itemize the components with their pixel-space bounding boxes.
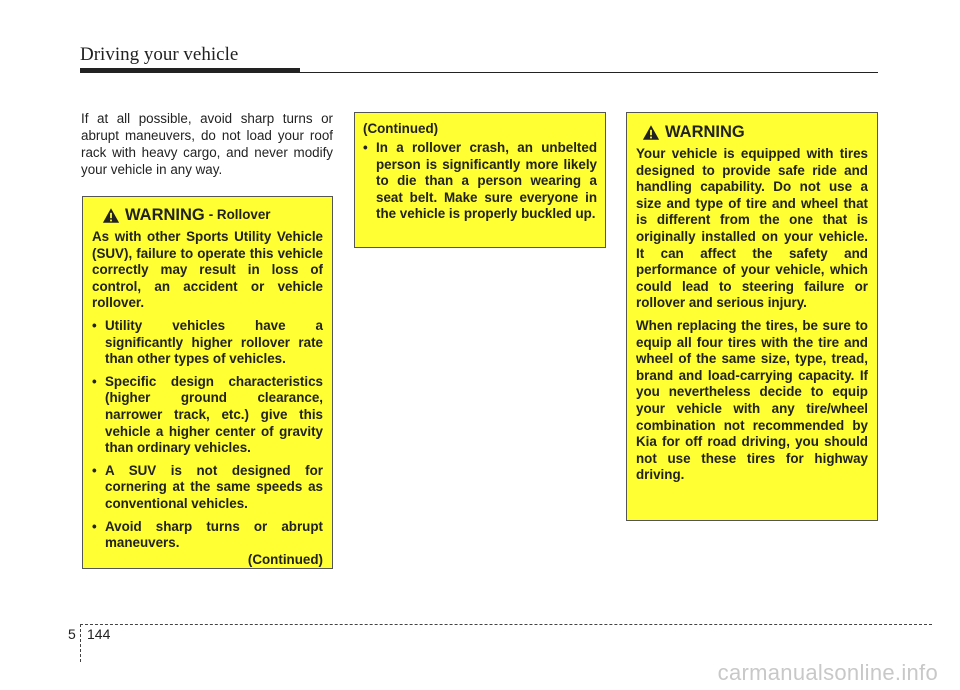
list-item: • Specific design characteristics (higher ground clearance, narrower track, etc.) give this vehicle a higher center of gravity than ordinary vehicles. xyxy=(92,373,323,456)
warning-box-rollover-continued xyxy=(354,112,606,248)
continued-label: (Continued) xyxy=(363,121,439,136)
footer-rule xyxy=(80,624,932,625)
warning-bullet-list xyxy=(92,318,323,552)
chapter-number: 5 xyxy=(68,626,76,642)
watermark: carmanualsonline.info xyxy=(717,660,938,685)
warning-heading xyxy=(92,204,323,226)
warning-box-rollover xyxy=(82,196,333,569)
list-item: • Utility vehicles have a significantly higher rollover rate than other types of vehicles. xyxy=(92,317,323,367)
list-item: • A SUV is not designed for cornering at the same speeds as conventional vehicles. xyxy=(92,462,323,511)
warning-title: WARNING xyxy=(125,206,205,224)
warning-triangle-icon xyxy=(102,207,120,224)
warning-paragraph: When replacing the tires, be sure to equip all four tires with the tire and wheel of the same size, type, tread, brand and load-carrying capacity. If you nevertheless decide to equip your vehicle with any tire/wheel combination not recommended by Kia for off road driving, you should not use these tires for highway driving. xyxy=(636,317,868,483)
warning-title: WARNING xyxy=(665,123,745,141)
continued-label: (Continued) xyxy=(247,551,323,567)
list-item: • Avoid sharp turns or abrupt maneuvers. xyxy=(92,518,323,551)
warning-subtitle: - Rollover xyxy=(208,207,271,222)
page-header-title: Driving your vehicle xyxy=(80,44,239,65)
list-item: • In a rollover crash, an unbelted person is significantly more likely to die than a person wearing a seat belt. Make sure everyone in the vehicle is properly buckled up. xyxy=(363,140,597,222)
warning-box-tires xyxy=(626,112,878,521)
warning-heading xyxy=(636,121,868,143)
footer-divider xyxy=(80,624,81,662)
warning-triangle-icon xyxy=(642,124,660,141)
warning-intro: As with other Sports Utility Vehicle (SUV), failure to operate this vehicle correctly may result in loss of control, an accident or vehicle rollover. xyxy=(92,229,323,311)
header-rule xyxy=(80,72,878,73)
warning-bullet-list xyxy=(363,140,597,223)
warning-paragraph: Your vehicle is equipped with tires designed to provide safe ride and handling capability. Do not use a size and type of tire and wheel that is different from the one that is originally installed on your vehicle. It can affect the safety and performance of your vehicle, which could lead to steering failure or rollover and serious injury. xyxy=(636,146,868,311)
intro-paragraph: If at all possible, avoid sharp turns or abrupt maneuvers, do not load your roof rack with heavy cargo, and never modify your vehicle in any way. xyxy=(81,111,333,177)
page-number: 144 xyxy=(87,626,111,642)
